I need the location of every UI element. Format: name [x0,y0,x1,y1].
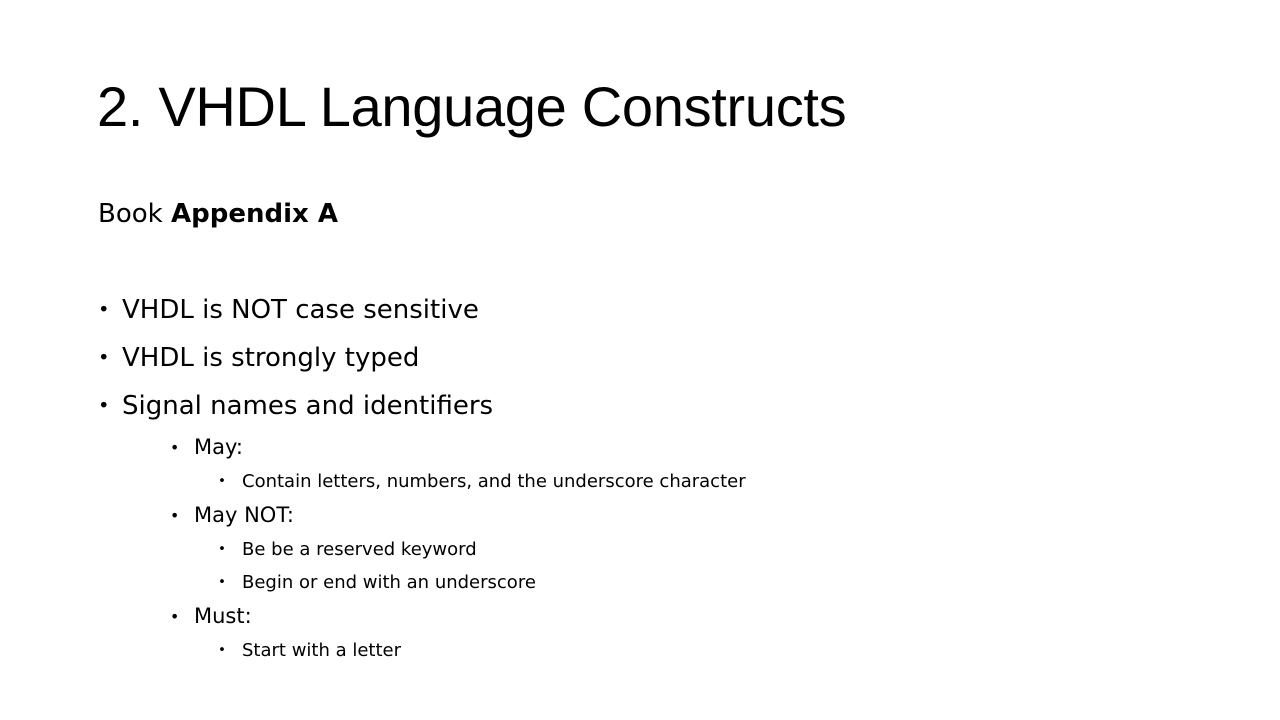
detail-list [194,533,746,599]
sub-bullet-may-not [170,498,746,599]
bullet-icon: • [170,438,180,457]
bullet-icon: • [98,298,110,321]
detail-item [218,634,746,667]
detail-list [194,634,746,667]
detail-text: Start with a letter [242,640,402,661]
bullet-item-case-sensitivity [98,286,746,334]
detail-text: Be be a reserved keyword [242,539,477,560]
sub-bullet-text: Must: [194,604,252,628]
sub-bullet-text: May: [194,435,243,459]
detail-item [218,533,746,566]
detail-list [194,465,746,498]
bullet-icon: • [98,346,110,369]
sub-bullet-must [170,599,746,667]
slide-title: 2. VHDL Language Constructs [97,75,847,138]
detail-item [218,566,746,599]
bullet-icon: • [218,541,226,557]
bullet-icon: • [170,607,180,626]
bullet-icon: • [98,394,110,417]
bullet-icon: • [218,642,226,658]
slide-subtitle [98,190,338,238]
detail-item [218,465,746,498]
bullet-item-strongly-typed [98,334,746,382]
bullet-icon: • [170,506,180,525]
bullet-text: VHDL is NOT case sensitive [122,295,479,325]
detail-text: Begin or end with an underscore [242,572,536,593]
subtitle-normal-text: Book [98,199,171,229]
sub-bullet-may [170,430,746,498]
subtitle-bold-text: Appendix A [170,199,338,229]
bullet-icon: • [218,473,226,489]
bullet-item-signal-names [98,382,746,667]
bullet-icon: • [218,574,226,590]
bullet-text: Signal names and identifiers [122,391,494,421]
bullet-list [98,286,746,667]
sub-bullet-list [122,430,746,667]
bullet-text: VHDL is strongly typed [122,343,420,373]
sub-bullet-text: May NOT: [194,503,294,527]
detail-text: Contain letters, numbers, and the underscore character [242,471,746,492]
